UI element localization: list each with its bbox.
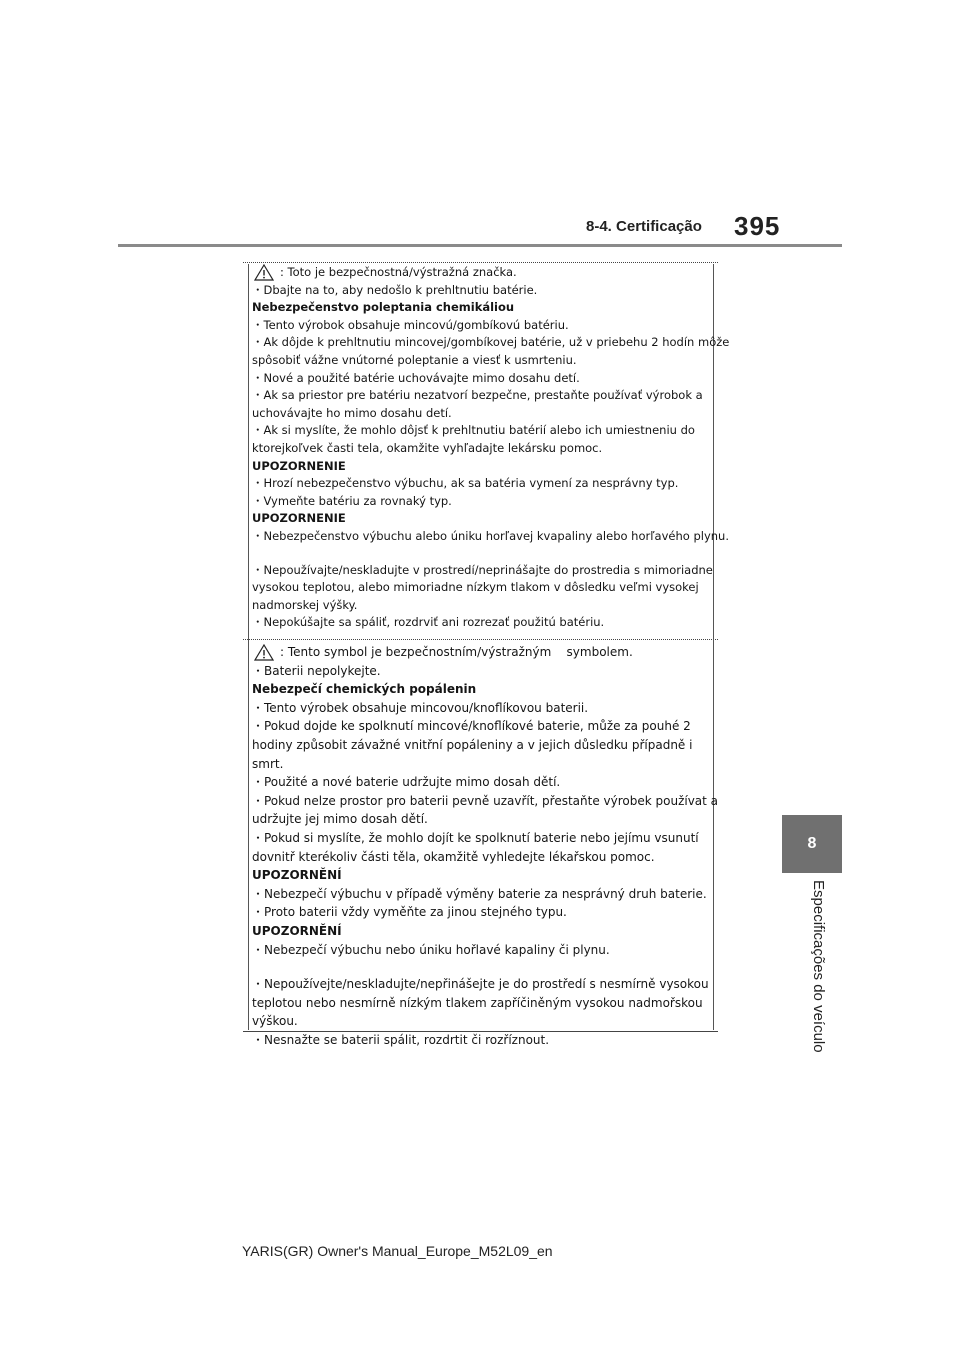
notice-line: ・Hrozí nebezpečenstvo výbuchu, ak sa batéria vymení za nesprávny typ. [252, 476, 679, 491]
notice-line: ・Proto baterii vždy vyměňte za jinou stejného typu. [252, 905, 567, 920]
warning-line [252, 643, 692, 662]
notice-line: ・Použité a nové baterie udržujte mimo dosah dětí. [252, 775, 561, 790]
notice-line: ・Tento výrobek obsahuje mincovou/knoflíkovou baterii. [252, 700, 589, 715]
section-title: 8-4. Certificação [586, 218, 702, 235]
notice-heading: Nebezpečenstvo poleptania chemikáliou [252, 300, 515, 315]
warning-text: : Toto je bezpečnostná/výstražná značka. [280, 265, 517, 279]
footer-manual-id: YARIS(GR) Owner's Manual_Europe_M52L09_en [242, 1243, 553, 1259]
chapter-tab [782, 815, 842, 873]
notice-line: uchovávajte ho mimo dosahu detí. [252, 405, 452, 420]
notice-line: ・Nebezpečí výbuchu nebo úniku hořlavé kapaliny či plynu. [252, 942, 610, 957]
warning-triangle-icon [254, 644, 274, 661]
notice-line: nadmorskej výšky. [252, 597, 358, 612]
notice-line: ・Pokud dojde ke spolknutí mincové/knoflíkové baterie, může za pouhé 2 [252, 719, 691, 734]
notice-line: dovnitř kterékoliv části těla, okamžitě vyhledejte lékařskou pomoc. [252, 849, 655, 864]
notice-line: udržujte jej mimo dosah dětí. [252, 812, 428, 827]
spacer [252, 959, 692, 975]
notice-line: ・Baterii nepolykejte. [252, 663, 381, 678]
notice-line: teplotou nebo nesmírně nízkým tlakem zapříčiněným vysokou nadmořskou [252, 995, 703, 1010]
notice-line: ・Nové a použité batérie uchovávajte mimo dosahu detí. [252, 370, 580, 385]
notice-czech [252, 643, 719, 1049]
notice-line: hodiny způsobit závažné vnitřní popáleniny a v jejich důsledku případně i [252, 737, 693, 752]
notice-line: ・Nebezpečí výbuchu v případě výměny baterie za nesprávný druh baterie. [252, 886, 707, 901]
notice-line: vysokou teplotou, alebo mimoriadne nízkym tlakom v dôsledku veľmi vysokej [252, 580, 699, 595]
notice-line: ・Dbajte na to, aby nedošlo k prehltnutiu batérie. [252, 282, 538, 297]
notice-line: ・Nepokúšajte sa spáliť, rozdrviť ani rozrezať použitú batériu. [252, 615, 605, 630]
chapter-title: Especificações do veículo [810, 880, 827, 1053]
notice-line: ・Ak dôjde k prehltnutiu mincovej/gombíkovej batérie, už v priebehu 2 hodín môže [252, 335, 730, 350]
notice-line: ・Pokud si myslíte, že mohlo dojít ke spolknutí baterie nebo jejímu vsunutí [252, 830, 699, 845]
notice-line: ・Ak sa priestor pre batériu nezatvorí bezpečne, prestaňte používať výrobok a [252, 388, 703, 403]
notice-line: ・Nepoužívejte/neskladujte/nepřinášejte je do prostředí s nesmírně vysokou [252, 977, 709, 992]
spacer [252, 546, 692, 562]
notice-line: spôsobiť vážne vnútorné poleptanie a viesť k usmrteniu. [252, 352, 577, 367]
notice-line: ・Tento výrobok obsahuje mincovú/gombíkovú batériu. [252, 317, 569, 332]
notice-line: ・Nesnažte se baterii spálit, rozdrtit či rozříznout. [252, 1032, 550, 1047]
caution-heading: UPOZORNENIE [252, 458, 346, 473]
notice-line: ktorejkoľvek časti tela, okamžite vyhľadajte lekársku pomoc. [252, 440, 603, 455]
page-number: 395 [734, 211, 781, 241]
caution-heading: UPOZORNĚNÍ [252, 923, 342, 938]
notice-line: výškou. [252, 1014, 298, 1029]
notice-line: ・Nebezpečenstvo výbuchu alebo úniku horľavej kvapaliny alebo horľavého plynu. [252, 528, 729, 543]
notice-heading: Nebezpečí chemických popálenin [252, 682, 477, 697]
caution-heading: UPOZORNENIE [252, 511, 346, 526]
warning-text: : Tento symbol je bezpečnostním/výstražným symbolem. [280, 645, 633, 659]
notice-line: ・Pokud nelze prostor pro baterii pevně uzavřít, přestaňte výrobek používat a [252, 793, 719, 808]
warning-triangle-icon [254, 264, 274, 281]
notice-line: ・Ak si myslíte, že mohlo dôjsť k prehltnutiu batérií alebo ich umiestneniu do [252, 423, 695, 438]
box-top-rule [243, 262, 718, 263]
header-divider [118, 244, 842, 247]
chapter-number: 8 [807, 835, 817, 852]
notice-slovak [252, 264, 730, 632]
notice-line: ・Vymeňte batériu za rovnaký typ. [252, 493, 452, 508]
caution-heading: UPOZORNĚNÍ [252, 868, 342, 883]
notice-line: ・Nepoužívajte/neskladujte v prostredí/neprinášajte do prostredia s mimoriadne [252, 562, 713, 577]
notice-line: smrt. [252, 756, 284, 771]
warning-line [252, 264, 692, 282]
